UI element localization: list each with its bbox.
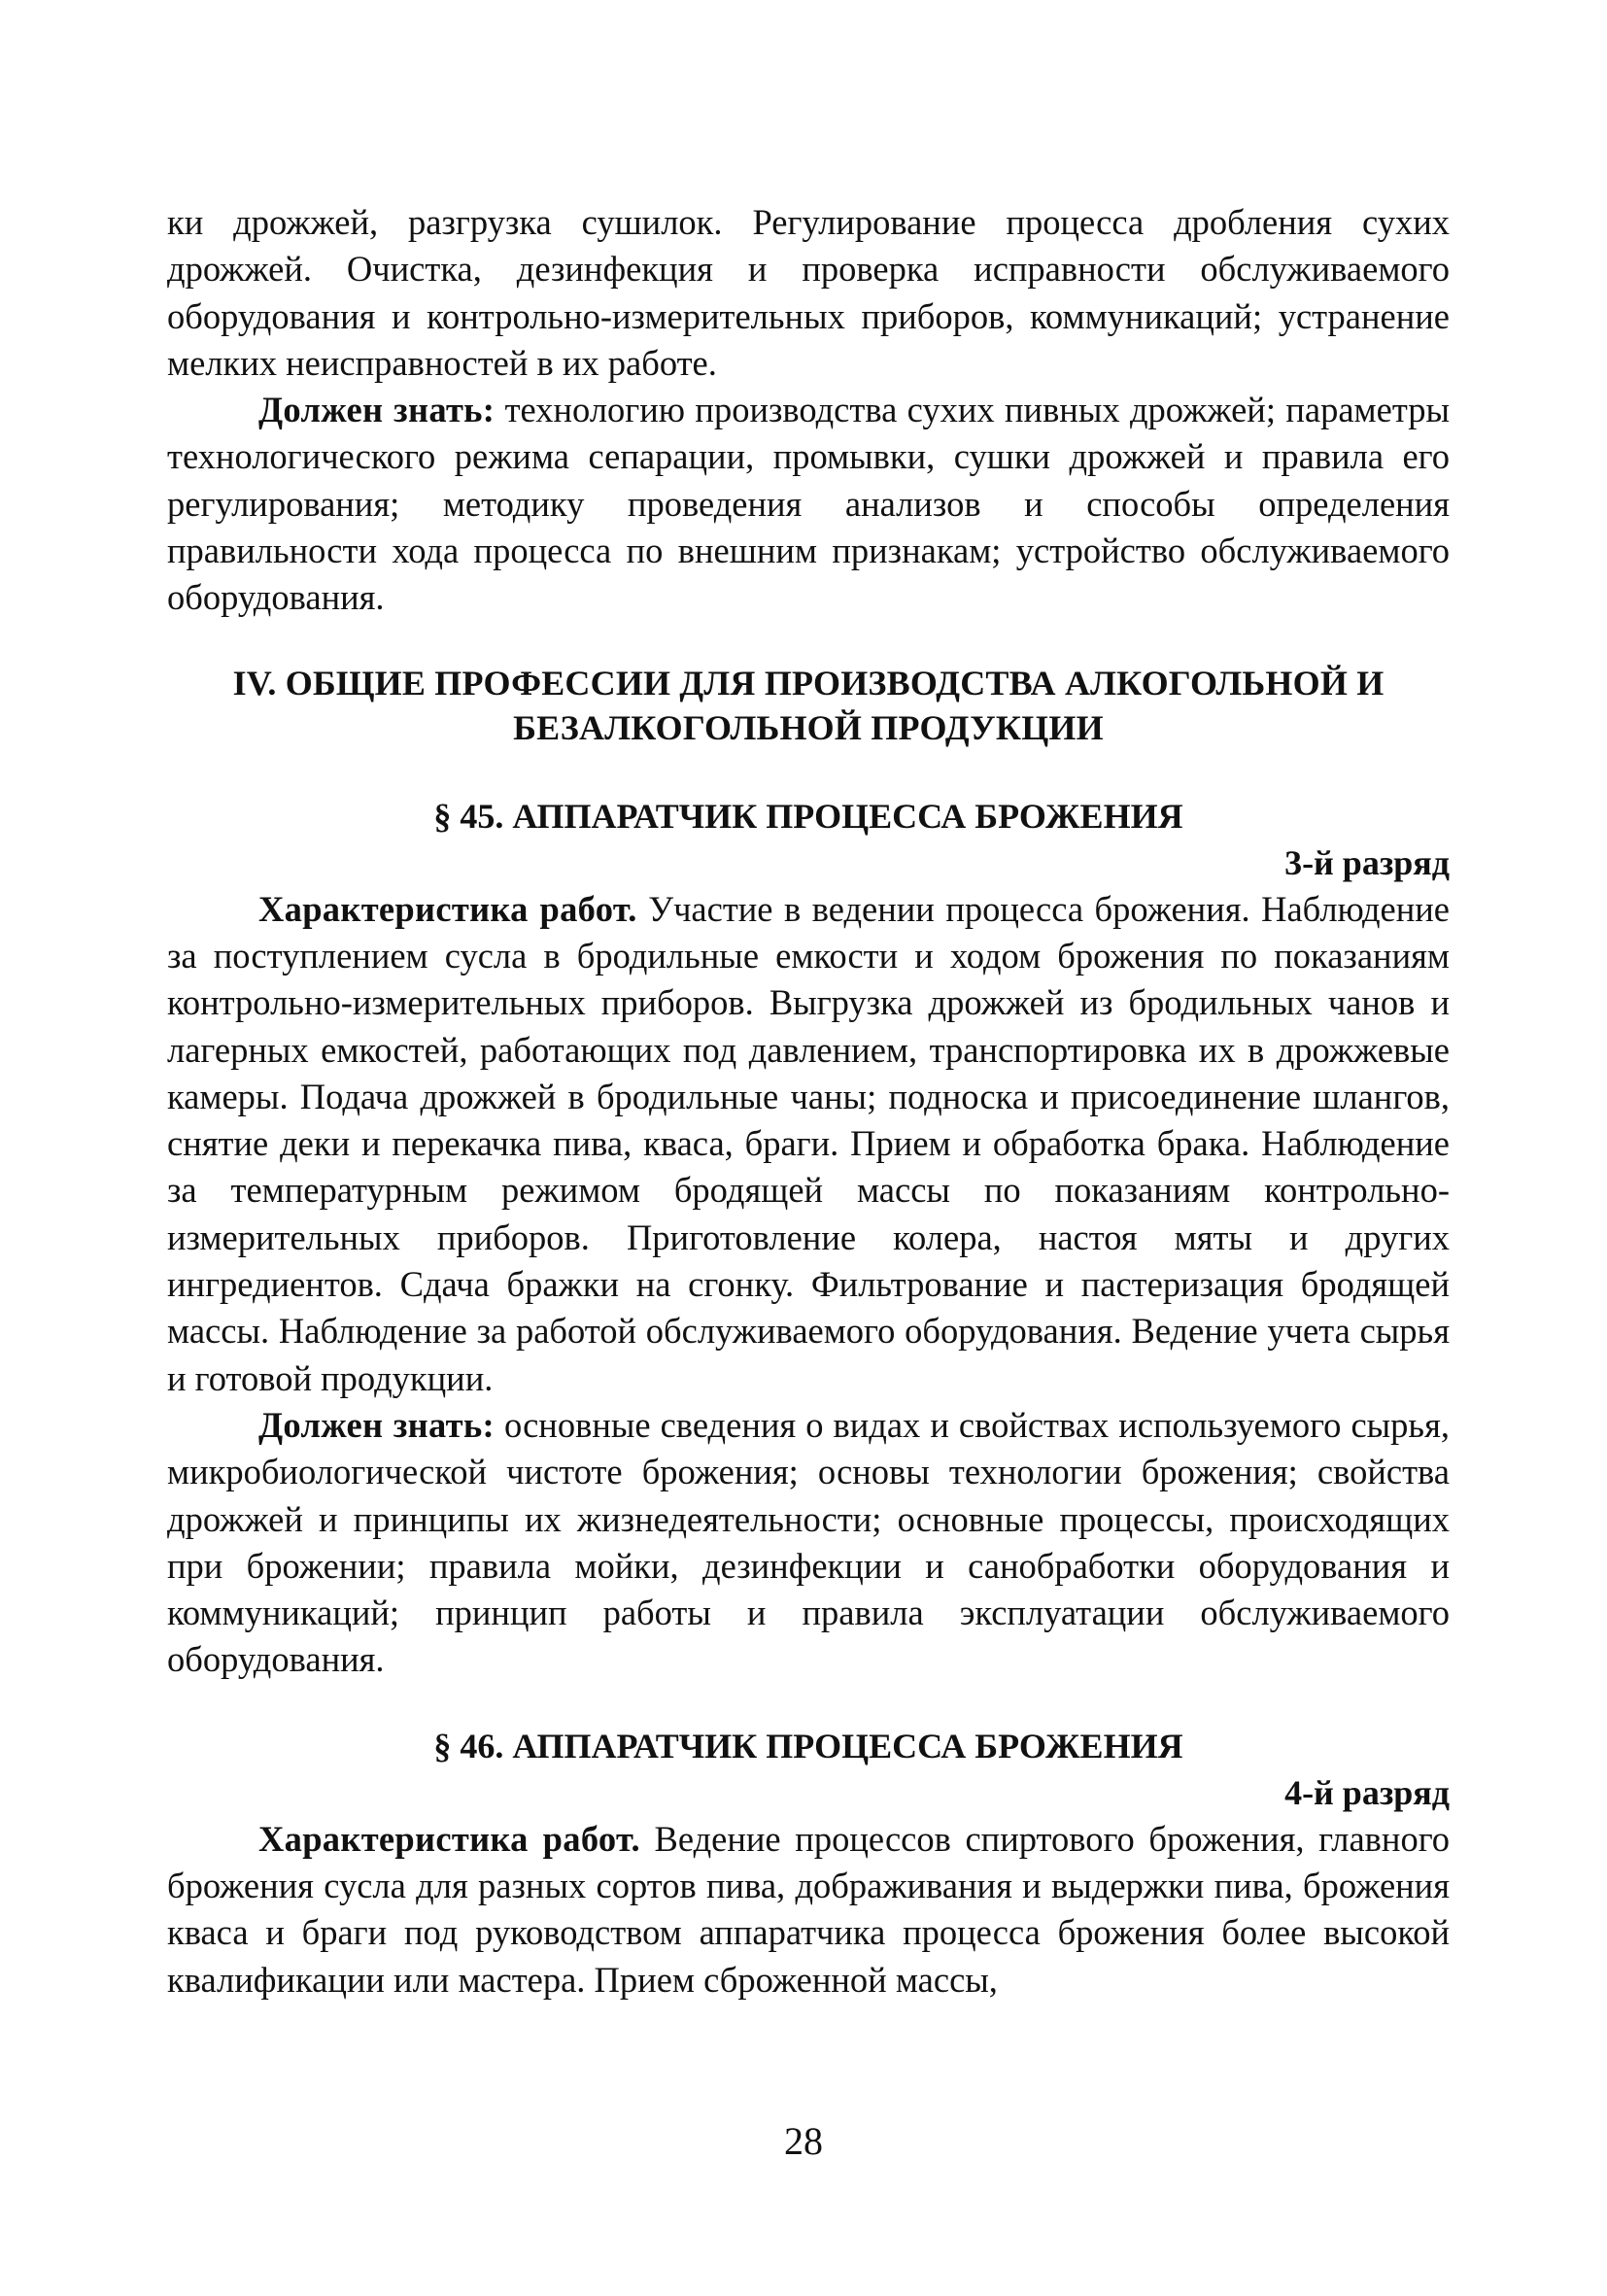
knowledge-label-45: Должен знать: [258,1404,495,1445]
work-characteristics-46 [167,1816,1450,2004]
knowledge-paragraph-44 [167,387,1450,621]
section-title-line-1: IV. ОБЩИЕ ПРОФЕССИИ ДЛЯ ПРОИЗВОДСТВА АЛКОГОЛЬНОЙ И [232,663,1385,703]
paragraph-heading-45: § 45. АППАРАТЧИК ПРОЦЕССА БРОЖЕНИЯ [433,796,1183,836]
knowledge-text: технологию производства сухих пивных дрожжей; параметры технологического режима сепарации, промывки, сушки дрожжей и правила его регулирования; методику проведения анализов и способы определения правильности хода процесса по внешним признакам; устройство обслуживаемого оборудования. [167,390,1450,618]
knowledge-label: Должен знать: [258,390,496,430]
grade-label-46: 4-й разряд [1284,1772,1450,1812]
paragraph-heading-46: § 46. АППАРАТЧИК ПРОЦЕССА БРОЖЕНИЯ [433,1726,1183,1765]
knowledge-paragraph-45 [167,1402,1450,1684]
document-page [167,199,1450,2004]
work-label-46: Характеристика работ. [258,1818,640,1859]
section-title-line-2: БЕЗАЛКОГОЛЬНОЙ ПРОДУКЦИИ [513,707,1104,747]
work-characteristics-45 [167,886,1450,1402]
page-number: 28 [784,2119,823,2163]
continuation-text: ки дрожжей, разгрузка сушилок. Регулирование процесса дробления сухих дрожжей. Очистка, дезинфекция и проверка исправности обслуживаемого оборудования и контрольно-измерительных приборов, коммуникаций; устранение мелких неисправностей в их работе. [167,202,1450,383]
knowledge-text-45: основные сведения о видах и свойствах используемого сырья, микробиологической чистоте брожения; основы технологии брожения; свойства дрожжей и принципы их жизнедеятельности; основные процессы, происходящих при брожении; правила мойки, дезинфекции и санобработки оборудования и коммуникаций; принцип работы и правила эксплуатации обслуживаемого оборудования. [167,1404,1450,1680]
work-label-45: Характеристика работ. [258,888,637,929]
work-text-46: Ведение процессов спиртового брожения, главного брожения сусла для разных сортов пива, дображивания и выдержки пива, брожения кваса и браги под руководством аппаратчика процесса брожения более высокой квалификации или мастера. Прием сброженной массы, [167,1818,1451,2000]
work-text-45: Участие в ведении процесса брожения. Наблюдение за поступлением сусла в бродильные емкости и ходом брожения по показаниям контрольно-измерительных приборов. Выгрузка дрожжей из бродильных чанов и лагерных емкостей, работающих под давлением, транспортировка их в дрожжевые камеры. Подача дрожжей в бродильные чаны; подноска и присоединение шлангов, снятие деки и перекачка пива, кваса, браги. Прием и обработка брака. Наблюдение за температурным режимом бродящей массы по показаниям контрольно-измерительных приборов. Приготовление колера, настоя мяты и других ингредиентов. Сдача бражки на сгонку. Фильтрование и пастеризация бродящей массы. Наблюдение за работой обслуживаемого оборудования. Ведение учета сырья и готовой продукции. [167,888,1451,1398]
continuation-paragraph [167,199,1450,387]
section-title [167,661,1450,750]
grade-label-45: 3-й разряд [1284,842,1450,882]
